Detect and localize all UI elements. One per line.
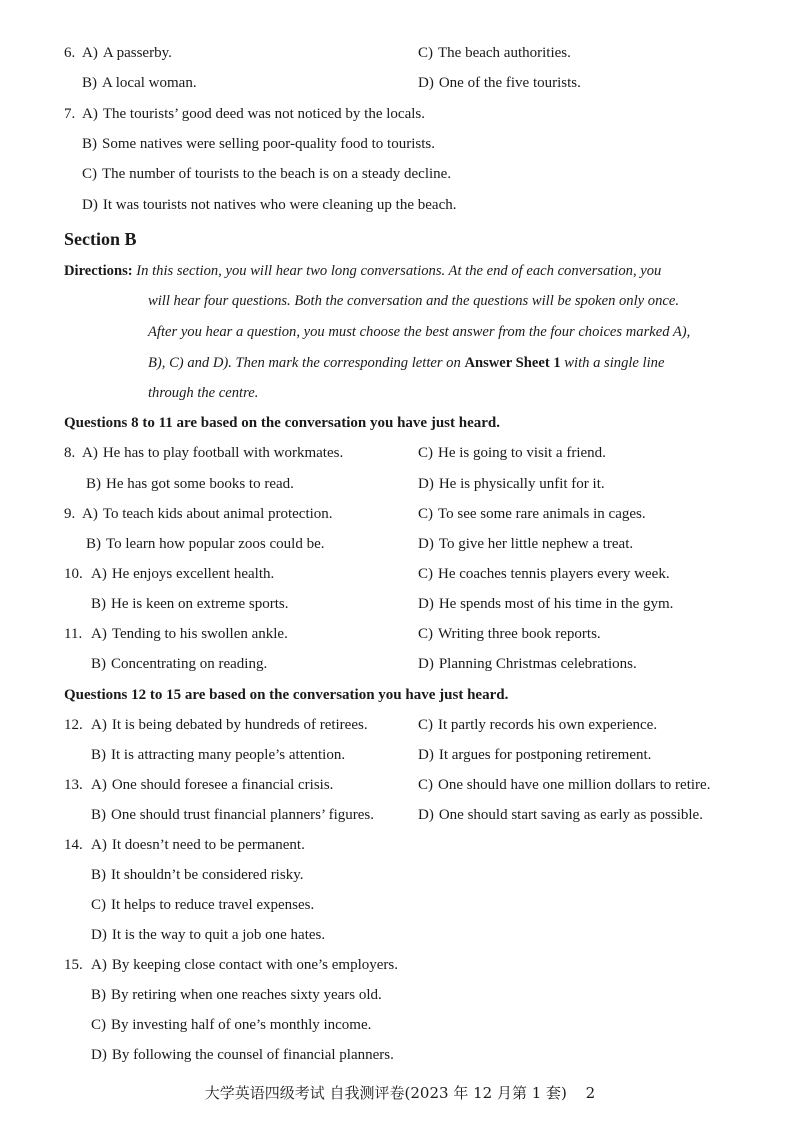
option-d: D) He is physically unfit for it. [418, 476, 605, 492]
page-number: 2 [585, 1084, 596, 1102]
directions-line-4: B), C) and D). Then mark the corresponding letter on Answer Sheet 1 with a single line [148, 355, 665, 371]
question-14-option-a: 14. A) It doesn’t need to be permanent. [64, 837, 305, 853]
question-number: 6. [64, 45, 76, 61]
option-a: A) He has to play football with workmates. [82, 445, 344, 461]
question-12-row-2 [0, 743, 800, 767]
group-2-heading: Questions 12 to 15 are based on the conversation you have just heard. [64, 687, 509, 703]
option-b: B) He is keen on extreme sports. [91, 596, 289, 612]
option-d: D) One of the five tourists. [418, 75, 581, 91]
question-6-row-2 [0, 71, 800, 95]
option-b: B) It is attracting many people’s attention. [91, 747, 346, 763]
option-b: B) To learn how popular zoos could be. [86, 536, 325, 552]
question-15-option-d: D) By following the counsel of financial planners. [91, 1047, 394, 1063]
question-11-row-2 [0, 652, 800, 676]
option-a: A) A passerby. [82, 45, 172, 61]
question-14-option-b: B) It shouldn’t be considered risky. [91, 867, 304, 883]
question-15-option-c: C) By investing half of one’s monthly income. [91, 1017, 372, 1033]
option-c: C) Writing three book reports. [418, 626, 601, 642]
option-b: B) One should trust financial planners’ figures. [91, 807, 374, 823]
question-7-option-a: 7. A) The tourists’ good deed was not noticed by the locals. [0, 102, 800, 126]
question-8-row-1: 8. A) He has to play football with workmates. C) He is going to visit a friend. [0, 441, 800, 465]
question-14-option-c: C) It helps to reduce travel expenses. [91, 897, 315, 913]
option-d: D) He spends most of his time in the gym. [418, 596, 674, 612]
question-14-option-d: D) It is the way to quit a job one hates. [91, 927, 326, 943]
question-13-row-1: 13. A) One should foresee a financial crisis. C) One should have one million dollars to retire. [0, 773, 800, 797]
question-13-row-2 [0, 803, 800, 827]
page-footer [0, 1081, 800, 1105]
option-c: C) He is going to visit a friend. [418, 445, 606, 461]
question-10-row-2 [0, 592, 800, 616]
option-c: C) The beach authorities. [418, 45, 571, 61]
directions-line-3: After you hear a question, you must choose the best answer from the four choices marked A), [148, 324, 691, 340]
option-b: B) A local woman. [82, 75, 197, 91]
option-c: C) To see some rare animals in cages. [418, 506, 646, 522]
question-9-row-1: 9. A) To teach kids about animal protection. C) To see some rare animals in cages. [0, 502, 800, 526]
directions-line-2: will hear four questions. Both the conversation and the questions will be spoken only once. [148, 293, 679, 309]
directions-line-1: Directions: In this section, you will hear two long conversations. At the end of each conversation, you [64, 263, 662, 279]
question-8-row-2 [0, 472, 800, 496]
option-a: A) He enjoys excellent health. [91, 566, 275, 582]
option-c: C) One should have one million dollars to retire. [418, 777, 711, 793]
footer-title: 大学英语四级考试 自我测评卷(2023 年 12 月第 1 套) [204, 1084, 567, 1102]
option-a: A) One should foresee a financial crisis. [91, 777, 334, 793]
group-1-heading: Questions 8 to 11 are based on the conversation you have just heard. [64, 415, 500, 431]
option-d: D) To give her little nephew a treat. [418, 536, 634, 552]
directions-label: Directions: [64, 263, 133, 279]
question-7-option-d: D) It was tourists not natives who were cleaning up the beach. [82, 197, 457, 213]
directions-line-5: through the centre. [148, 385, 259, 401]
option-d: D) One should start saving as early as possible. [418, 807, 703, 823]
question-number: 7. [64, 106, 76, 122]
question-15-option-a: 15. A) By keeping close contact with one’s employers. [64, 957, 399, 973]
option-b: B) Concentrating on reading. [91, 656, 268, 672]
option-a: A) To teach kids about animal protection. [82, 506, 333, 522]
question-12-row-1: 12. A) It is being debated by hundreds of retirees. C) It partly records his own experience. [0, 713, 800, 737]
question-15-option-b: B) By retiring when one reaches sixty years old. [91, 987, 382, 1003]
option-d: D) Planning Christmas celebrations. [418, 656, 637, 672]
question-6-row-1 [0, 41, 800, 65]
question-9-row-2 [0, 532, 800, 556]
option-b: B) He has got some books to read. [86, 476, 294, 492]
option-c: C) It partly records his own experience. [418, 717, 658, 733]
question-10-row-1: 10. A) He enjoys excellent health. C) He coaches tennis players every week. [0, 562, 800, 586]
answer-sheet-ref: Answer Sheet 1 [464, 355, 561, 371]
option-c: C) He coaches tennis players every week. [418, 566, 670, 582]
option-d: D) It argues for postponing retirement. [418, 747, 652, 763]
question-7-option-b: B) Some natives were selling poor-quality food to tourists. [82, 136, 435, 152]
option-a: A) It is being debated by hundreds of retirees. [91, 717, 368, 733]
question-7-option-c: C) The number of tourists to the beach is on a steady decline. [82, 166, 452, 182]
section-title: Section B [64, 229, 137, 249]
question-11-row-1: 11. A) Tending to his swollen ankle. C) Writing three book reports. [0, 622, 800, 646]
option-a: A) Tending to his swollen ankle. [91, 626, 288, 642]
